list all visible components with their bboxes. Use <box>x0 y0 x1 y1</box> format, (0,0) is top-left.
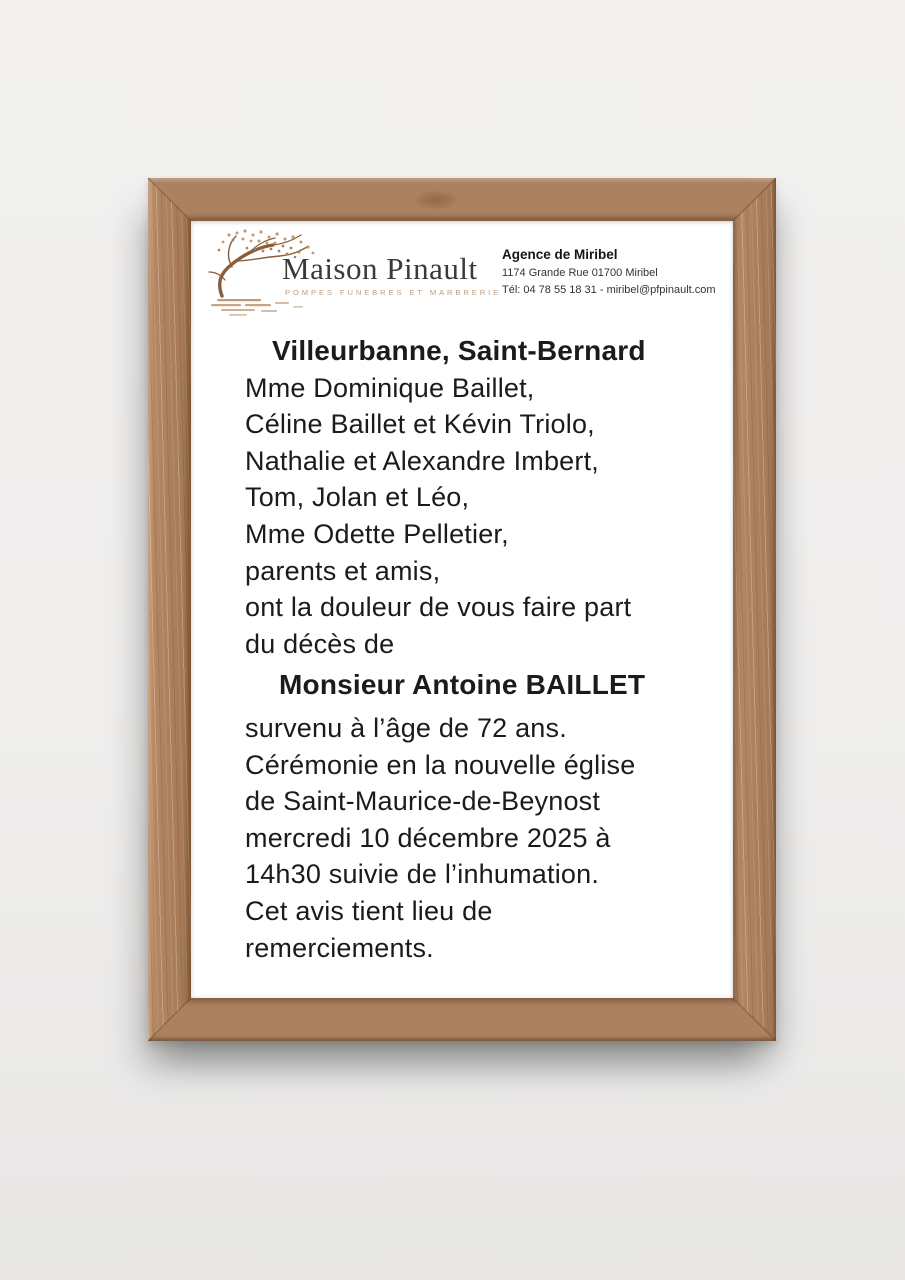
agency-contact: Tél: 04 78 55 18 31 - miribel@pfpinault.com <box>502 284 716 296</box>
wooden-picture-frame <box>148 178 776 1041</box>
family-line: Mme Dominique Baillet, <box>245 372 535 403</box>
frame-edge-right <box>733 178 776 1041</box>
family-line: Nathalie et Alexandre Imbert, <box>245 445 599 476</box>
brand-tagline: POMPES FUNEBRES ET MARBRERIE <box>285 288 502 297</box>
detail-line: Cet avis tient lieu de <box>245 895 493 926</box>
announcement-line: ont la douleur de vous faire part <box>245 592 632 623</box>
detail-line: de Saint-Maurice-de-Beynost <box>245 786 601 817</box>
detail-line: Cérémonie en la nouvelle église <box>245 749 636 780</box>
death-notice-document <box>191 221 733 998</box>
agency-address: 1174 Grande Rue 01700 Miribel <box>502 267 658 279</box>
agency-title: Agence de Miribel <box>502 247 618 262</box>
frame-edge-top <box>148 178 776 221</box>
detail-line: mercredi 10 décembre 2025 à <box>245 822 611 853</box>
detail-line: 14h30 suivie de l’inhumation. <box>245 859 600 890</box>
family-line: Tom, Jolan et Léo, <box>245 482 470 513</box>
family-line: parents et amis, <box>245 555 441 586</box>
obituary-text <box>245 333 709 966</box>
detail-line: survenu à l’âge de 72 ans. <box>245 712 567 743</box>
frame-edge-left <box>148 178 191 1041</box>
deceased-name: Monsieur Antoine BAILLET <box>279 669 646 701</box>
family-line: Mme Odette Pelletier, <box>245 518 509 549</box>
announcement-line: du décès de <box>245 628 395 659</box>
wood-knot <box>413 190 459 210</box>
brand-name: Maison Pinault <box>282 251 478 286</box>
letterhead <box>191 221 733 321</box>
agency-info <box>502 247 717 301</box>
detail-line: remerciements. <box>245 932 434 963</box>
family-line: Céline Baillet et Kévin Triolo, <box>245 409 595 440</box>
frame-edge-bottom <box>148 998 776 1041</box>
notice-location: Villeurbanne, Saint-Bernard <box>272 335 646 366</box>
